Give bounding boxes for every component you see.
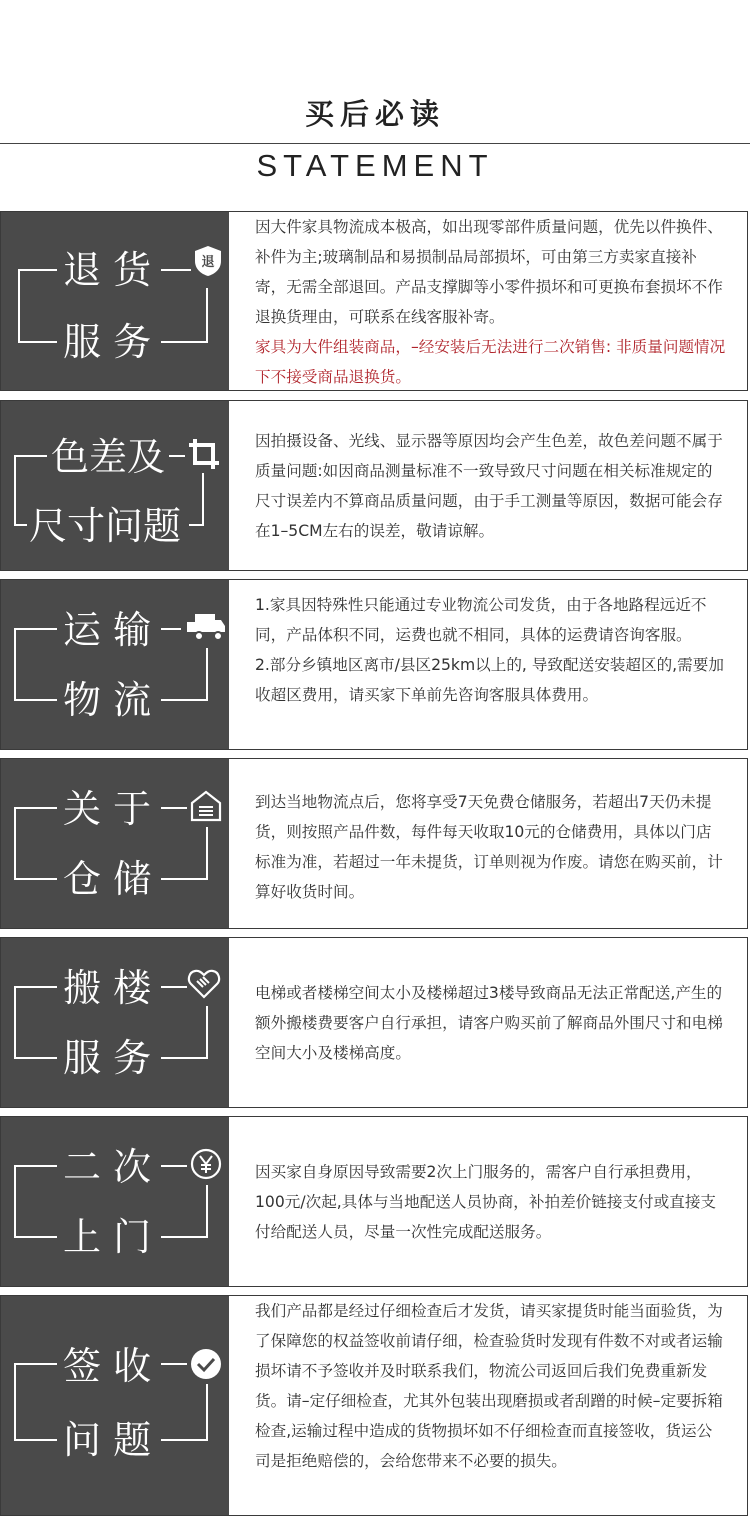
section-content (255, 978, 727, 1068)
header-divider (0, 143, 750, 144)
page-subtitle: STATEMENT (256, 148, 494, 183)
section-title-line2: 服 务 (63, 1036, 152, 1080)
section-title-panel (1, 1117, 229, 1286)
section-title-line2: 尺寸问题 (29, 504, 182, 548)
section-paragraph: 因大件家具物流成本极高，如出现零部件质量问题，优先以件换件、补件为主;玻璃制品和易损制品局部损坏，可由第三方卖家直接补寄，无需全部退回。产品支撑脚等小零件损坏和可更换布套损坏不作退换货理由，可联系在线客服补寄。 (255, 218, 723, 326)
section-content (255, 426, 727, 546)
title-frame-lines (1, 580, 229, 749)
section-paragraph: 我们产品都是经过仔细检查后才发货，请买家提货时能当面验货，为了保障您的权益签收前请仔细，检查验货时发现有件数不对或者运输损坏请不予签收并及时联系我们，物流公司返回后我们免费重新发货。请–定仔细检查，尤其外包装出现磨损或者刮蹭的时候–定要拆箱检查,运输过程中造成的货物损坏如不仔细检查而直接签收，货运公司是拒绝赔偿的，会给您带来不必要的损失。 (255, 1302, 723, 1470)
section-title-line2: 仓 储 (63, 857, 152, 901)
section-receipt-issues (0, 1295, 748, 1516)
section-paragraph: 因买家自身原因导致需要2次上门服务的，需客户自行承担费用，100元/次起,具体与当地配送人员协商，补拍差价链接支付或直接支付给配送人员，尽量一次性完成配送服务。 (255, 1163, 717, 1241)
section-paragraph: 1.家具因特殊性只能通过专业物流公司发货，由于各地路程远近不同，产品体积不同，运费也就不相同，具体的运费请咨询客服。 (255, 596, 707, 644)
section-content (255, 1157, 727, 1247)
page-header (0, 0, 750, 210)
title-frame-lines (1, 1296, 229, 1515)
section-paragraph: 到达当地物流点后，您将享受7天免费仓储服务，若超出7天仍未提货，则按照产品件数，每件每天收取10元的仓储费用，具体以门店标准为准，若超过一年未提货，订单则视为作废。请您在购买前，计算好收货时间。 (255, 793, 723, 901)
section-title-line1: 色差及 (51, 435, 166, 479)
section-storage (0, 758, 748, 929)
warehouse-icon (189, 789, 223, 823)
yen-icon (189, 1147, 223, 1181)
title-frame-lines (1, 1117, 229, 1286)
title-frame-lines (1, 938, 229, 1107)
section-content (255, 1296, 727, 1476)
section-title-line2: 服 务 (63, 320, 152, 364)
section-paragraph: 2.部分乡镇地区离市/县区25km以上的, 导致配送安装超区的,需要加收超区费用，请买家下单前先咨询客服具体费用。 (255, 656, 724, 704)
section-paragraph: 因拍摄设备、光线、显示器等原因均会产生色差，故色差问题不属于质量问题:如因商品测量标准不一致导致尺寸问题在相关标准规定的尺寸误差内不算商品质量问题，由于手工测量等原因，数据可能会存在1–5CM左右的误差，敬请谅解。 (255, 432, 723, 540)
section-warning: 家具为大件组装商品，–经安装后无法进行二次销售: 非质量问题情况下不接受商品退换货。 (255, 338, 726, 386)
section-title-line1: 搬 楼 (63, 966, 152, 1010)
section-title-panel (1, 1296, 229, 1515)
check-icon (189, 1347, 223, 1381)
section-title-line2: 物 流 (63, 678, 152, 722)
title-frame-lines (1, 759, 229, 928)
section-content (255, 212, 727, 392)
section-title-panel (1, 938, 229, 1107)
handshake-icon (187, 966, 221, 1000)
section-title-line1: 关 于 (63, 787, 152, 831)
section-return-service (0, 211, 748, 391)
section-title-panel (1, 759, 229, 928)
section-title-panel (1, 580, 229, 749)
svg-text:退: 退 (201, 255, 215, 270)
truck-icon (185, 610, 225, 644)
section-title-line1: 二 次 (63, 1145, 152, 1189)
section-shipping (0, 579, 748, 750)
section-title-line1: 签 收 (63, 1344, 152, 1388)
section-color-size (0, 400, 748, 571)
section-stair-carry (0, 937, 748, 1108)
section-title-panel (1, 212, 229, 390)
section-paragraph: 电梯或者楼梯空间太小及楼梯超过3楼导致商品无法正常配送,产生的额外搬楼费要客户自行承担，请客户购买前了解商品外围尺寸和电梯空间大小及楼梯高度。 (255, 984, 723, 1062)
crop-icon (187, 437, 221, 471)
section-title-panel (1, 401, 229, 570)
shield-return-icon (191, 244, 225, 278)
section-title-line1: 运 输 (63, 608, 152, 652)
section-second-visit (0, 1116, 748, 1287)
section-content (255, 590, 727, 710)
section-title-line2: 上 门 (63, 1215, 152, 1259)
section-title-line1: 退 货 (63, 248, 152, 292)
page-title: 买后必读 (304, 97, 445, 131)
section-content (255, 787, 727, 907)
section-title-line2: 问 题 (63, 1418, 152, 1462)
